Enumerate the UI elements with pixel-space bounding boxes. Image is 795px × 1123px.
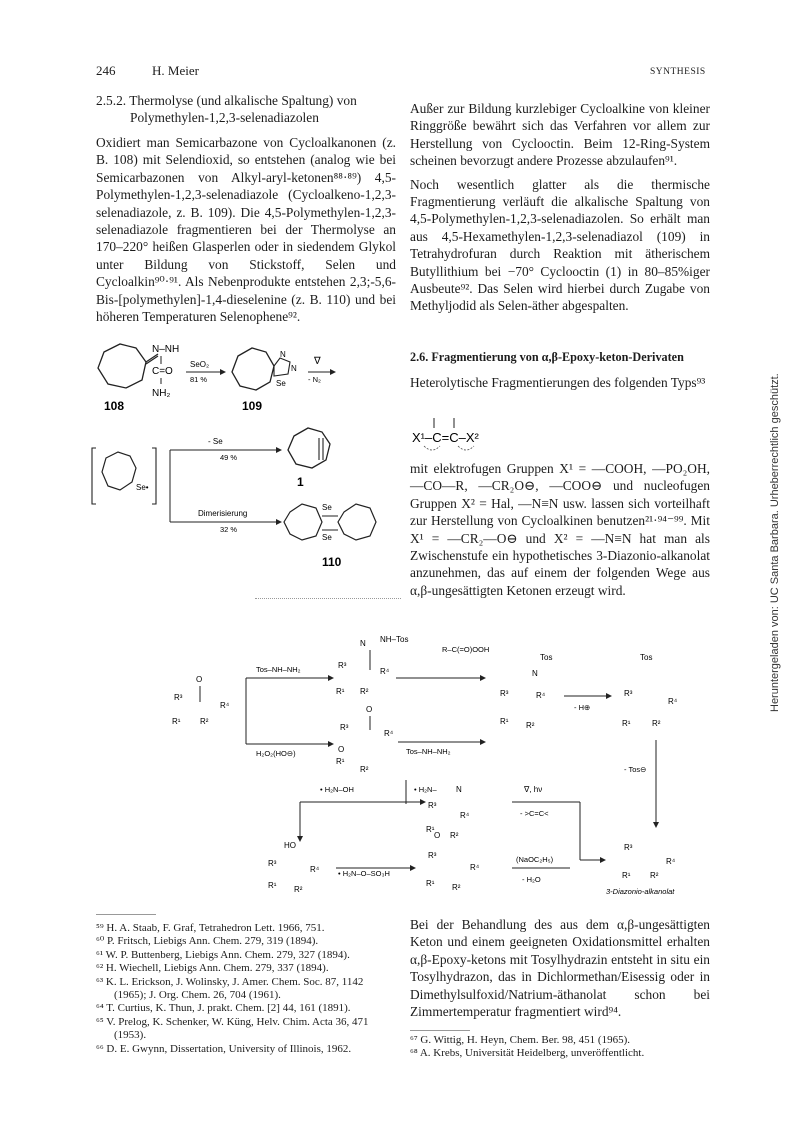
fragmentation-formula [410, 412, 520, 456]
yield-49: 49 % [220, 453, 238, 462]
tos-label-1: Tos [540, 653, 553, 662]
r4-diazonio: R⁴ [666, 857, 676, 866]
left-divider [255, 598, 401, 599]
minus-n2: - N₂ [308, 375, 321, 384]
amine-label: NH₂ [152, 388, 171, 399]
peracid-label: R–C(=O)OOH [442, 645, 490, 654]
reagent-tos-nh-nh2-b: Tos–NH–NH₂ [406, 747, 451, 756]
ho-oxime: HO [284, 841, 296, 850]
se-label-bottom: Se [322, 533, 332, 542]
journal-name: SYNTHESIS [650, 67, 706, 77]
footnote-rule-right [410, 1030, 470, 1031]
r3-amino: R³ [428, 851, 437, 860]
reagent-h2n-aziridine: • H₂N– [414, 785, 437, 794]
r1-anion: R¹ [622, 719, 631, 728]
reagent-seo2: SeO₂ [190, 360, 210, 369]
footnote-rule-left [96, 914, 156, 915]
page-number: 246 [96, 63, 116, 78]
naoc2h5-label: (NaOC₂H₅) [516, 855, 554, 864]
r2-oxime: R² [294, 885, 303, 894]
r3-enone: R³ [174, 693, 183, 702]
footnote-68: ⁶⁸ A. Krebs, Universität Heidelberg, unveröffentlicht. [410, 1047, 645, 1060]
r4-anion: R⁴ [668, 697, 678, 706]
diazonio-alkanolat-label: 3-Diazonio-alkanolat [606, 887, 675, 896]
compound-1-label: 1 [297, 475, 304, 489]
left-paragraph-text: Oxidiert man Semicarbazone von Cycloalkanonen (z. B. 108) mit Selendioxid, so entstehen (analog wie bei Semicarbazonen von Alkyl-aryl-ketonen⁸⁸·⁸⁹) 4,5-Polymethylen-1,2,3-selenadiazole (Cycloalkeno-1,2,3-selenadiazole, z. B. 109). Die 4,5-Polymethylen-1,2,3-selenadiazole fragmentieren bei der Thermolyse an 170–220° heißen Glasperlen oder in siedendem Glykol unter Bildung von Stickstoff, Selen und Cycloalkin⁹⁰·⁹¹. Als Nebenprodukte entstehen 2,3;-5,6-Bis-[polymethylen]-1,4-dieselenine (z. B. 110) und bei höheren Temperaturen Selenophene⁹². [96, 135, 396, 325]
delta-hv-label: ∇, hν [524, 785, 543, 794]
r3-diazonio: R³ [624, 843, 633, 852]
r1-epoxyketone: R¹ [336, 757, 345, 766]
reagent-h2n-oh: • H₂N–OH [320, 785, 354, 794]
r1-tos-epoxide: R¹ [500, 717, 509, 726]
yield-81: 81 % [190, 375, 208, 384]
footnote-61: ⁶¹ W. P. Buttenberg, Liebigs Ann. Chem. 279, 327 (1894). [96, 948, 350, 961]
r4-amino: R⁴ [470, 863, 480, 872]
minus-tos-minus: - Tos⊖ [624, 765, 647, 774]
r2-top: R² [360, 687, 369, 696]
right-paragraph-4-block [410, 460, 710, 599]
download-watermark [769, 373, 783, 712]
footnote-67: ⁶⁷ G. Wittig, H. Heyn, Chem. Ber. 98, 451 (1965). [410, 1034, 630, 1046]
nh-tos-label: NH–Tos [380, 635, 409, 644]
ring-n-label: N [280, 350, 286, 359]
scheme-selenadiazole [90, 340, 410, 570]
minus-h2o-label: - H₂O [522, 875, 541, 884]
o-enone: O [196, 675, 203, 684]
r3-aziridine: R³ [428, 801, 437, 810]
footnotes-right [410, 1034, 710, 1061]
r4-aziridine: R⁴ [460, 811, 470, 820]
r3-top: R³ [338, 661, 347, 670]
r1-oxime: R¹ [268, 881, 277, 890]
right-paragraph-2: Noch wesentlich glatter als die thermische Fragmentierung verläuft die alkalische Spaltung von 4,5-Polymethylen-1,2,3-selenadiazolen. So erhält man aus 4,5-Hexamethylen-1,2,3-selenadiazol (109) in Tetrahydrofuran durch Reaktion mit ätherischem Butyllithium bei −70° Cyclooctin (1) in 80–85%iger Ausbeute⁹². Das Selen wird hierbei durch Zugabe von Methyljodid als Selen-äther abgespalten. [410, 176, 710, 314]
right-paragraph-5-block [410, 916, 710, 1020]
compound-109-label: 109 [242, 399, 263, 413]
footnote-60: ⁶⁰ P. Fritsch, Liebigs Ann. Chem. 279, 319 (1894). [96, 935, 319, 948]
r1-aziridine: R¹ [426, 825, 435, 834]
ring-n-label-2: N [291, 364, 297, 373]
subsection-heading [96, 92, 396, 127]
r4-epoxyketone: R⁴ [384, 729, 394, 738]
o-amino-label: O [434, 831, 441, 840]
subsection-heading-line1: 2.5.2. Thermolyse (und alkalische Spaltung) von [96, 93, 357, 108]
compound-108-label: 108 [104, 399, 125, 413]
right-paragraph-1: Außer zur Bildung kurzlebiger Cycloalkine von kleiner Ringgröße bewährt sich das Verfahren vor allem zur Herstellung von Cyclooctin. Beim 12-Ring-System scheinen bevorzugt andere Prozesse abzulaufen⁹¹. [410, 101, 710, 169]
formula-text: X¹–C=C–X² [412, 430, 479, 445]
footnote-64: ⁶⁴ T. Curtius, K. Thun, J. prakt. Chem. [2] 44, 161 (1891). [96, 1002, 351, 1015]
o-epoxide: O [338, 745, 345, 754]
reagent-tos-nh-nh2: Tos–NH–NH₂ [256, 665, 301, 674]
se-radical-label: Se• [136, 483, 149, 492]
r2-anion: R² [652, 719, 661, 728]
footnote-59: ⁵⁹ H. A. Staab, F. Graf, Tetrahedron Lett. 1966, 751. [96, 922, 325, 934]
ring-se-label: Se [276, 379, 286, 388]
r2-enone: R² [200, 717, 209, 726]
footnote-62: ⁶² H. Wiechell, Liebigs Ann. Chem. 279, 337 (1894). [96, 962, 329, 975]
r3-oxime: R³ [268, 859, 277, 868]
minus-h-plus: - H⊕ [574, 703, 591, 712]
yield-32: 32 % [220, 525, 238, 534]
r4-enone: R⁴ [220, 701, 230, 710]
reagent-h2n-o-so3h: • H₂N–O–SO₃H [338, 869, 390, 878]
n-aziridine: N [456, 785, 462, 794]
r2-tos-epoxide: R² [526, 721, 535, 730]
footnotes-left [96, 922, 396, 1056]
left-paragraph [96, 134, 396, 325]
footnote-65: ⁶⁵ V. Prelog, K. Schenker, W. Küng, Helv. Chim. Acta 36, 471 (1953). [96, 1015, 369, 1042]
tos-label-2: Tos [640, 653, 653, 662]
r2-aziridine: R² [450, 831, 459, 840]
right-column-top [410, 100, 710, 315]
n-top-label: N [360, 639, 366, 648]
right-paragraph-5: Bei der Behandlung des aus dem α,β-ungesättigten Keton und einem geeigneten Oxidationsmittel erhalten α,β-Epoxy-ketons mit Tosylhydrazin entsteht in situ ein Tosylhydrazon, das in Dichlormethan/Eisessig oder in Dimethylsulfoxid/Natrium-äthanolat schon bei Zimmertemperatur fragmentiert wird⁹⁴. [410, 917, 710, 1020]
reagent-h2o2: H₂O₂(HO⊖) [256, 749, 296, 758]
r4-top: R⁴ [380, 667, 390, 676]
right-paragraph-4: mit elektrofugen Gruppen X¹ = —COOH, —PO₂OH, —CO—R, —CR₂O⊖, —COO⊖ und nucleofugen Gruppen X² = Hal, —N≡N usw. lassen sich vorteilhaft zur Herstellung von Cycloalkinen benutzen²¹·⁹⁴⁻⁹⁹. Mit X¹ = —CR₂—O⊖ und X² = —N≡N hat man als Zwischenstufe ein hypothetisches 3-Diazonio-alkanolat anzunehmen, das auf einem der folgenden Wege aus α,β-ungesättigten Ketonen erzeugt wird. [410, 461, 710, 598]
running-author: H. Meier [152, 63, 199, 78]
r2-epoxyketone: R² [360, 765, 369, 774]
se-label-top: Se [322, 503, 332, 512]
r3-anion: R³ [624, 689, 633, 698]
r4-tos-epoxide: R⁴ [536, 691, 546, 700]
minus-alkene-label: - >C=C< [520, 809, 549, 818]
footnote-66: ⁶⁶ D. E. Gwynn, Dissertation, University of Illinois, 1962. [96, 1042, 352, 1055]
r4-oxime: R⁴ [310, 865, 320, 874]
minus-se: - Se [208, 437, 223, 446]
o-epoxyketone: O [366, 705, 373, 714]
compound-110-label: 110 [322, 555, 342, 569]
right-paragraph-3: Heterolytische Fragmentierungen des folgenden Typs⁹³ [410, 375, 706, 390]
hydrazone-nh: N–NH [152, 344, 180, 355]
delta-symbol: ∇ [314, 356, 321, 367]
dimerisierung-label: Dimerisierung [198, 509, 248, 518]
r1-enone: R¹ [172, 717, 181, 726]
r2-diazonio: R² [650, 871, 659, 880]
right-paragraph-3-block [410, 374, 710, 391]
r1-diazonio: R¹ [622, 871, 631, 880]
r3-epoxyketone: R³ [340, 723, 349, 732]
r1-top: R¹ [336, 687, 345, 696]
r2-amino: R² [452, 883, 461, 892]
footnote-63: ⁶³ K. L. Erickson, J. Wolinsky, J. Amer. Chem. Soc. 87, 1142 (1965); J. Org. Chem. 26, 704 (1961). [96, 975, 364, 1002]
n-label-1: N [532, 669, 538, 678]
scheme-epoxy-ketone [160, 632, 720, 904]
carbonyl-label: C=O [152, 366, 173, 377]
subsection-heading-line2: Polymethylen-1,2,3-selenadiazolen [130, 110, 319, 126]
section-heading: 2.6. Fragmentierung von α,β-Epoxy-keton-Derivaten [410, 350, 684, 364]
r3-tos-epoxide: R³ [500, 689, 509, 698]
r1-amino: R¹ [426, 879, 435, 888]
watermark-text: Heruntergeladen von: UC Santa Barbara. Urheberrechtlich geschützt. [769, 373, 781, 712]
